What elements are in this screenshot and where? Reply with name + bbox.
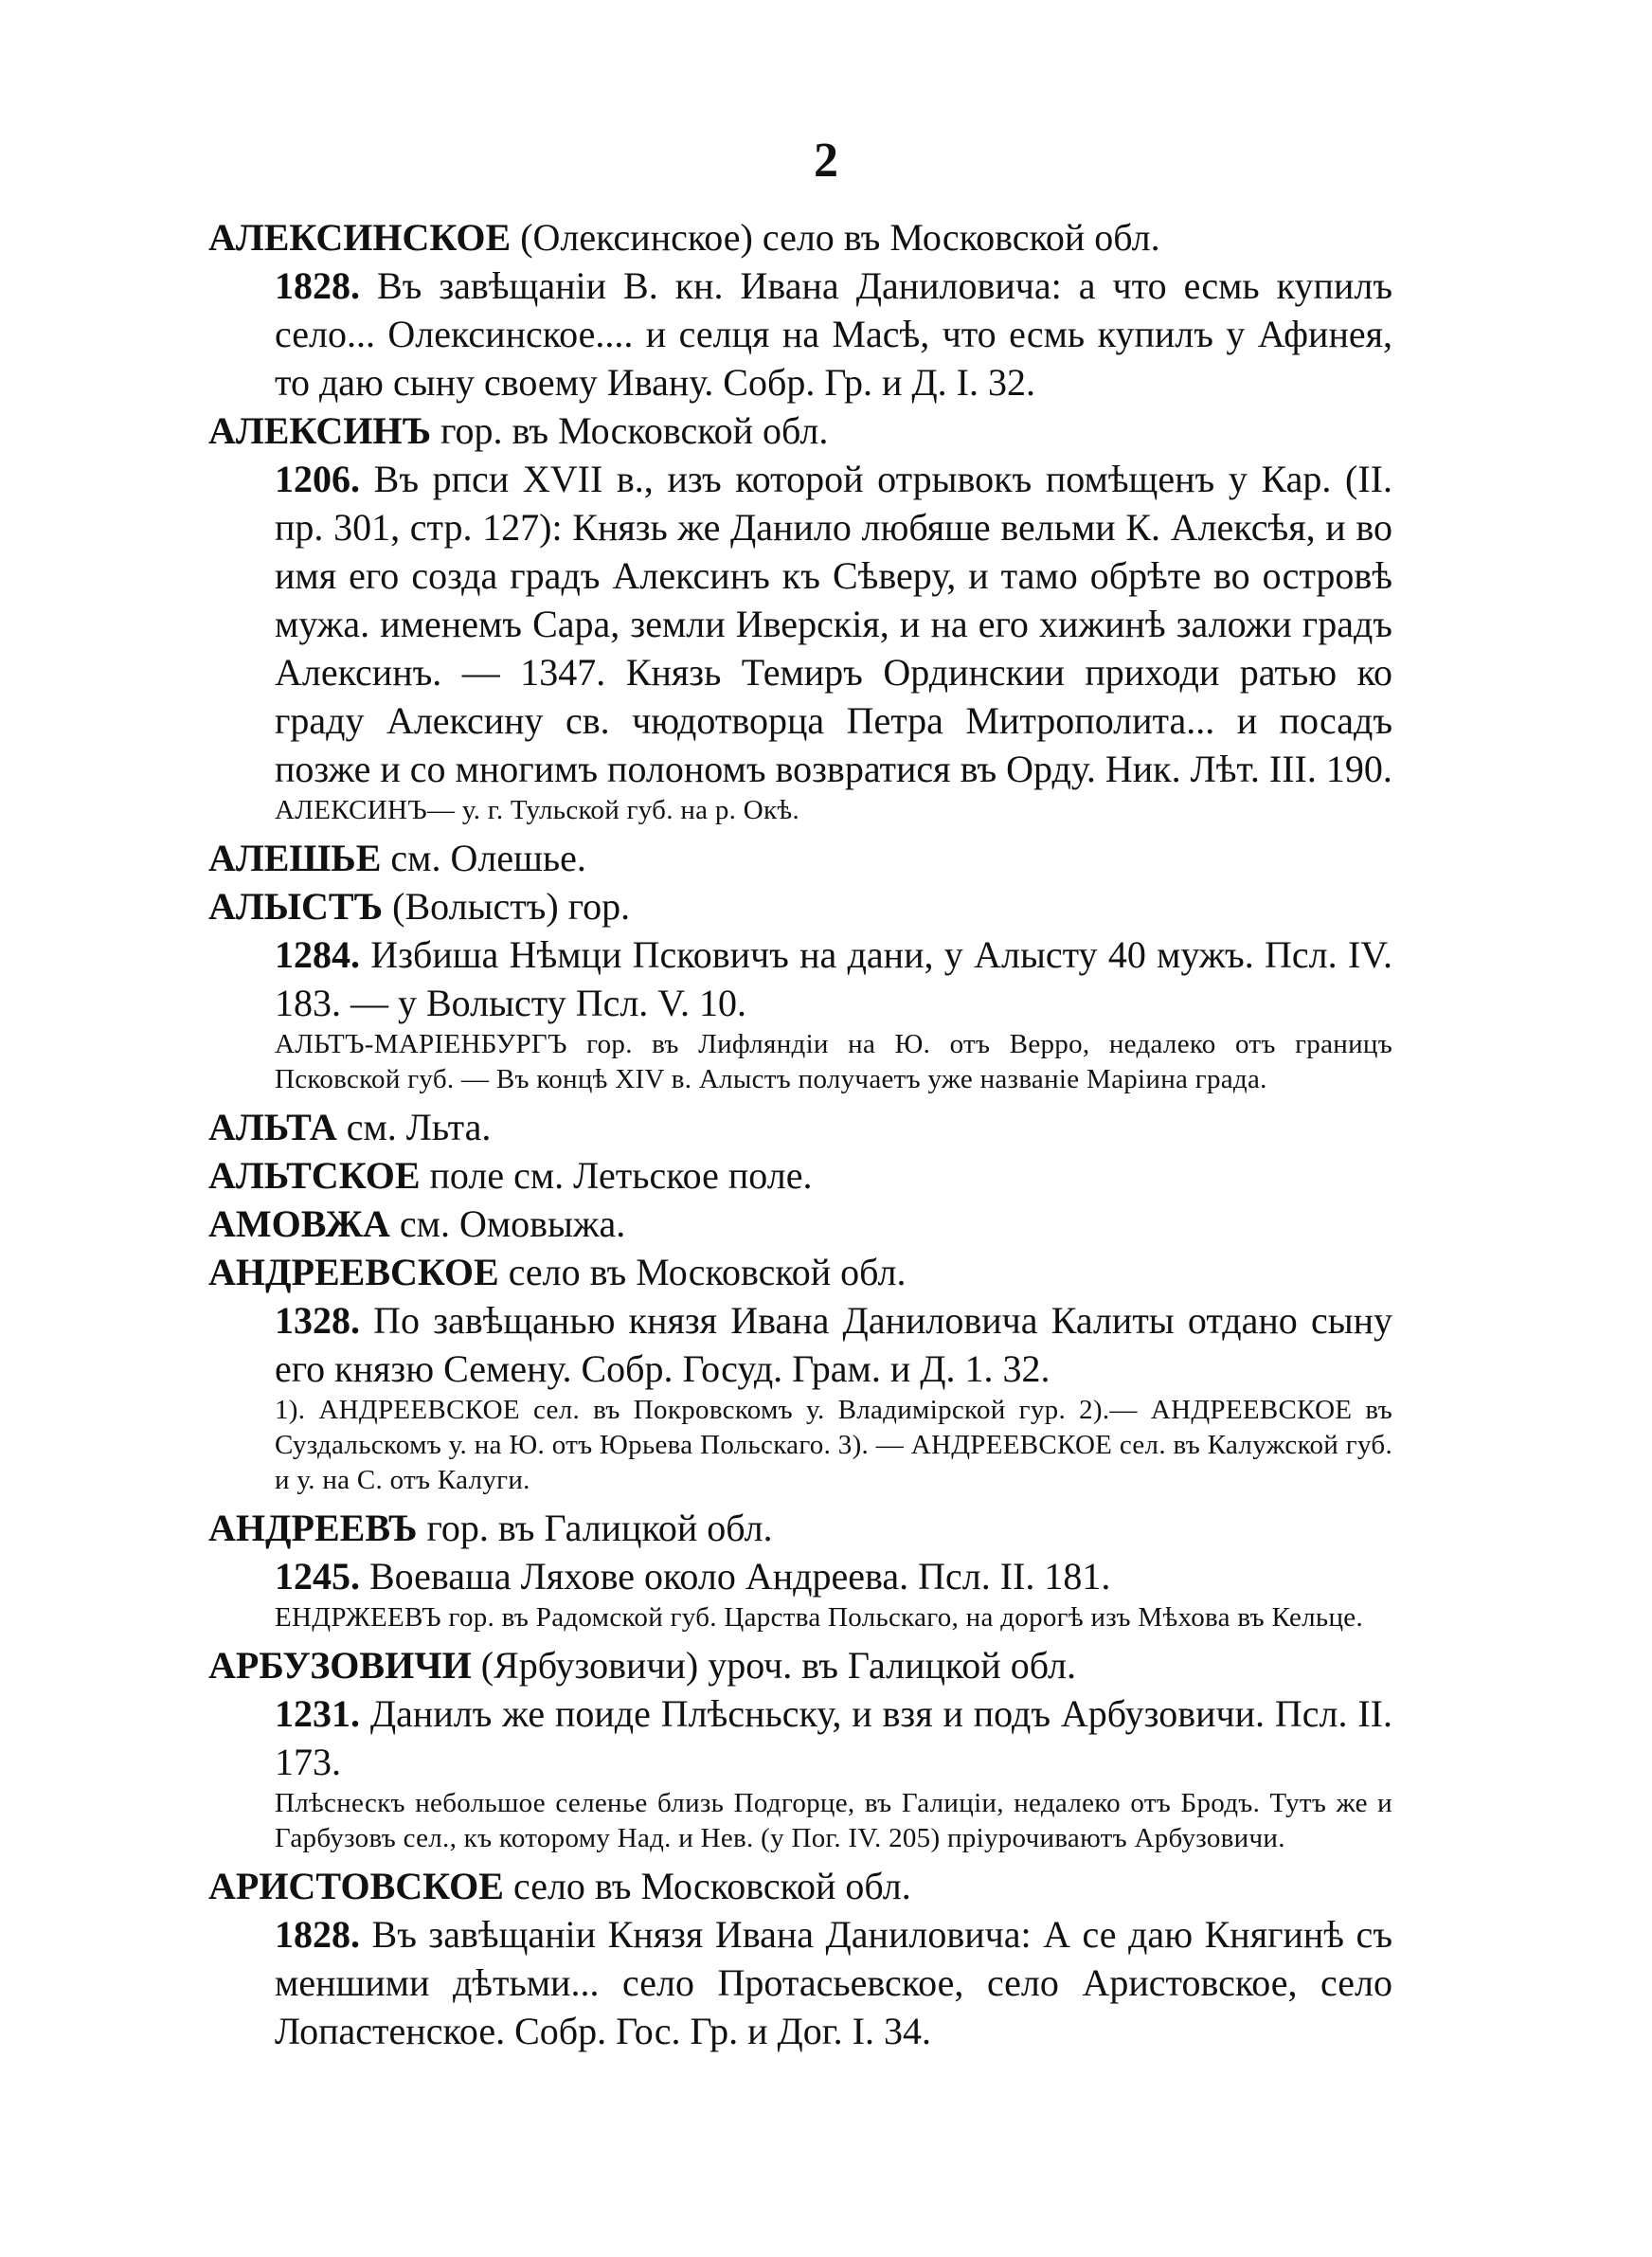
heading-rest: (Ярбузовичи) уроч. въ Галицкой обл. [471, 1644, 1077, 1687]
entry [208, 882, 1392, 1097]
citation-text: Въ рпси XVII в., изъ которой отрывокъ помѣщенъ у Кар. (II. пр. 301, стр. 127): Князь же Данило любяше вельми К. Алексѣя, и во имя его созда градъ Алексинъ къ Сѣверу, и тамо обрѣте во островѣ мужа. именемъ Сара, земли Иверскія, и на его хижинѣ заложи градъ Алексинъ. — 1347. Князь Темиръ Ординскии приходи ратью ко граду Алексину св. чюдотворца Петра Митрополита... и посадъ позже и со многимъ полономъ возвратися въ Орду. Ник. Лѣт. III. 190. [275, 458, 1392, 790]
heading-rest: см. Олешье. [381, 837, 586, 879]
entry-heading [208, 1151, 1392, 1200]
entry-heading [208, 1641, 1392, 1689]
entry-list [208, 213, 1392, 2055]
entry [208, 1641, 1392, 1856]
heading-rest: гор. въ Московской обл. [431, 409, 829, 452]
citation-text: Въ завѣщаніи Князя Ивана Даниловича: А се даю Княгинѣ съ меншими дѣтьми... село Протасьевское, село Аристовское, село Лопастенское. Собр. Гос. Гр. и Дог. I. 34. [275, 1913, 1392, 2052]
heading-rest: (Олексинское) село въ Московской обл. [511, 216, 1160, 259]
entry-heading [208, 834, 1392, 882]
entry [208, 1200, 1392, 1248]
heading-rest: гор. въ Галицкой обл. [417, 1507, 773, 1549]
citation-year: 1828. [275, 264, 360, 307]
heading-rest: село въ Московской обл. [503, 1865, 911, 1907]
headword: АНДРЕЕВЪ [208, 1507, 418, 1549]
citation-text: Воеваша Ляхове около Андреева. Псл. II. 181. [360, 1555, 1111, 1598]
heading-rest: поле см. Летьское поле. [420, 1154, 813, 1197]
heading-rest: см. Омовыжа. [389, 1202, 626, 1245]
headword: АЛЬТСКОЕ [208, 1154, 421, 1197]
heading-rest: см. Льта. [336, 1106, 492, 1148]
entry-note: ЕНДРЖЕЕВЪ гор. въ Радомской губ. Царства Польскаго, на дорогѣ изъ Мѣхова въ Кельце. [275, 1602, 1364, 1633]
citation-year: 1245. [275, 1555, 360, 1598]
entry [208, 1862, 1392, 2055]
entry [208, 1151, 1392, 1200]
citation-year: 1284. [275, 933, 360, 976]
entry [208, 1504, 1392, 1635]
entry-heading [208, 1103, 1392, 1151]
heading-rest: село въ Московской обл. [498, 1251, 907, 1293]
entry-heading [208, 1248, 1392, 1296]
page-number: 2 [814, 134, 838, 188]
headword: АЛЬТА [208, 1106, 337, 1148]
citation-text: По завѣщанью князя Ивана Даниловича Калиты отдано сыну его князю Семену. Собр. Госуд. Грам. и Д. 1. 32. [275, 1299, 1392, 1390]
entry [208, 213, 1392, 406]
entry-heading [208, 1200, 1392, 1248]
entry-heading [208, 406, 1392, 455]
entry-note: АЛЕКСИНЪ— у. г. Тульской губ. на р. Окѣ. [275, 795, 800, 825]
entry-heading [208, 1504, 1392, 1552]
citation [218, 1689, 1392, 1786]
headword: АРИСТОВСКОЕ [208, 1865, 504, 1907]
citation [218, 455, 1392, 793]
citation-year: 1231. [275, 1692, 360, 1735]
entry-note: АЛЬТЪ-МАРІЕНБУРГЪ гор. въ Лифляндіи на Ю. отъ Верро, недалеко отъ границъ Псковской губ. — Въ концѣ XIV в. Алыстъ получаетъ уже названіе Маріина града. [275, 1029, 1392, 1094]
citation-text: Данилъ же поиде Плѣсньску, и взя и подъ Арбузовичи. Псл. II. 173. [275, 1692, 1392, 1783]
citation [218, 1296, 1392, 1393]
headword: АНДРЕЕВСКОЕ [208, 1251, 499, 1293]
headword: АЛЫСТЪ [208, 885, 384, 928]
entry-note: Плѣснескъ небольшое селенье близь Подгорце, въ Галиціи, недалеко отъ Бродъ. Тутъ же и Гарбузовъ сел., къ которому Над. и Нев. (у Пог. IV. 205) пріурочиваютъ Арбузовичи. [275, 1788, 1392, 1853]
citation-year: 1328. [275, 1299, 360, 1342]
entry [208, 406, 1392, 828]
citation-year: 1828. [275, 1913, 360, 1956]
headword: АРБУЗОВИЧИ [208, 1644, 472, 1687]
entry-heading [208, 882, 1392, 930]
headword: АЛЕКСИНЪ [208, 409, 432, 452]
headword: АМОВЖА [208, 1202, 390, 1245]
entry-heading [208, 1862, 1392, 1910]
entry [208, 1103, 1392, 1151]
entry-note: 1). АНДРЕЕВСКОЕ сел. въ Покровскомъ у. Владимірской гур. 2).— АНДРЕЕВСКОЕ въ Суздальскомъ у. на Ю. отъ Юрьева Польскаго. 3). — АНДРЕЕВСКОЕ сел. въ Калужской губ. и у. на С. отъ Калуги. [275, 1395, 1392, 1495]
citation-text: Избиша Нѣмци Псковичъ на дани, у Алысту 40 мужъ. Псл. IV. 183. — у Волысту Псл. V. 10. [275, 933, 1392, 1024]
entry [208, 1248, 1392, 1498]
heading-rest: (Волыстъ) гор. [383, 885, 631, 928]
headword: АЛЕКСИНСКОЕ [208, 216, 512, 259]
citation [218, 1910, 1392, 2055]
entry-heading [208, 213, 1392, 262]
citation-year: 1206. [275, 458, 360, 500]
citation [218, 262, 1392, 406]
citation [218, 1552, 1392, 1600]
entry [208, 834, 1392, 882]
citation [218, 930, 1392, 1027]
headword: АЛЕШЬЕ [208, 837, 382, 879]
citation-text: Въ завѣщаніи В. кн. Ивана Даниловича: а что есмь купилъ село... Олексинское.... и селця на Масѣ, что есмь купилъ у Афинея, то даю сыну своему Ивану. Собр. Гр. и Д. I. 32. [275, 264, 1392, 404]
